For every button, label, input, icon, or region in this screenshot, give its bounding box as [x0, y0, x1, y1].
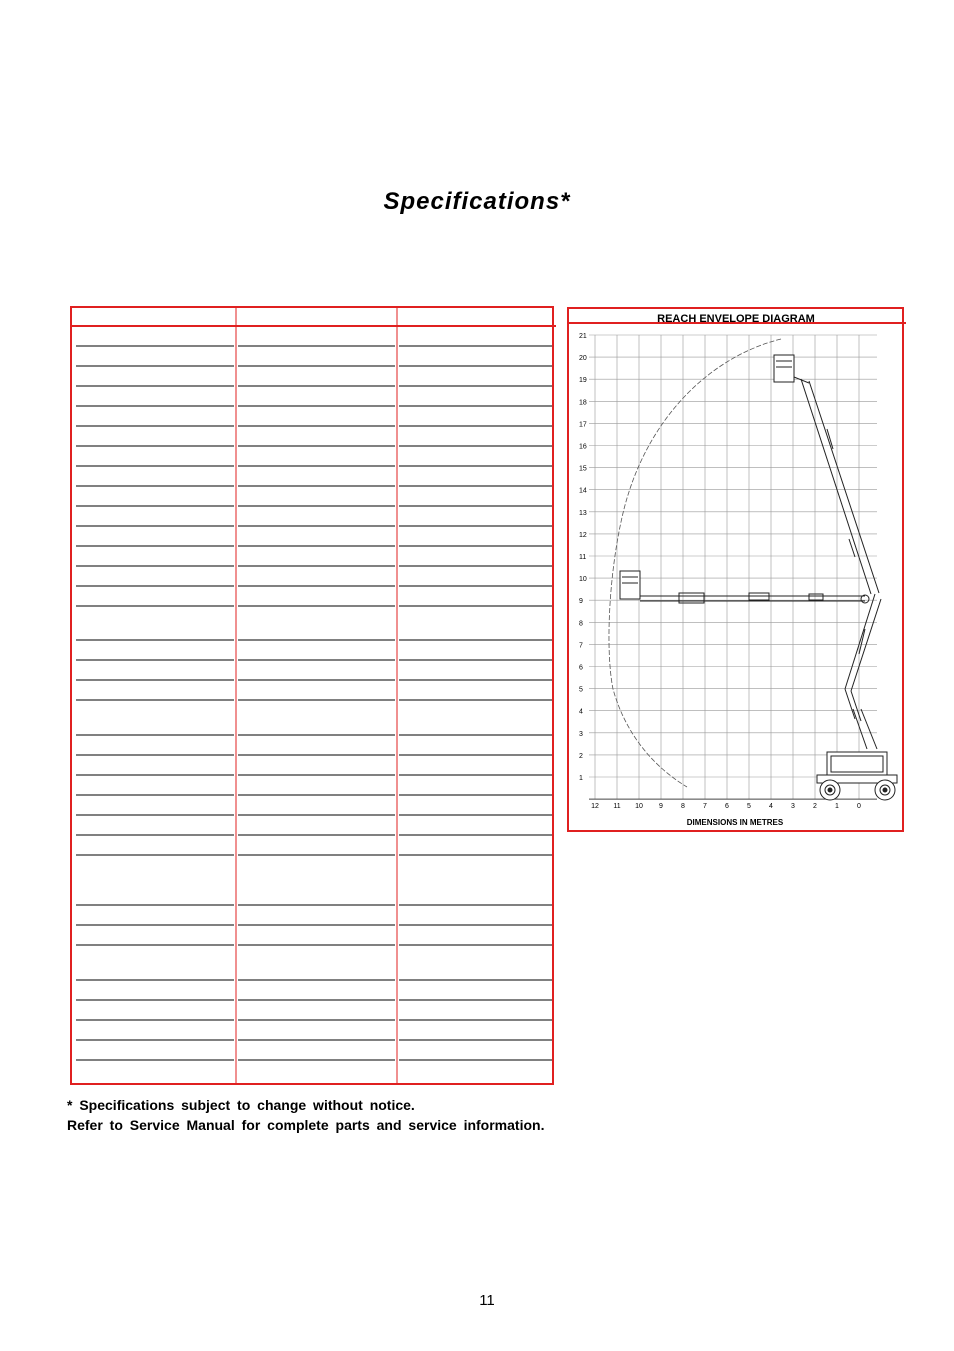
x-axis-label: 11: [613, 803, 621, 811]
x-axis-label: 10: [635, 803, 643, 811]
x-axis-label: 0: [857, 803, 861, 811]
y-axis-label: 3: [579, 730, 583, 738]
machine-chassis: [817, 752, 897, 800]
y-axis-label: 6: [579, 664, 583, 672]
y-axis-label: 5: [579, 686, 583, 694]
footnote-service-manual: Refer to Service Manual for complete parts and service information.: [67, 1117, 545, 1133]
diagram-title: REACH ENVELOPE DIAGRAM: [657, 313, 815, 325]
y-axis-label: 4: [579, 708, 583, 716]
diagram-units: DIMENSIONS IN METRES: [686, 818, 784, 827]
reach-envelope-diagram: [567, 307, 904, 832]
page-title: Specifications*: [383, 188, 571, 215]
y-axis-label: 20: [579, 355, 587, 363]
y-axis-label: 11: [579, 554, 587, 561]
x-axis-label: 6: [725, 803, 729, 811]
elevated-boom: [774, 355, 881, 749]
y-axis-label: 1: [579, 775, 583, 782]
x-axis-label: 3: [791, 803, 795, 811]
y-axis-label: 21: [579, 333, 587, 340]
reach-envelope-drawing: [569, 309, 906, 834]
y-axis-label: 7: [579, 642, 583, 650]
y-axis-label: 14: [579, 487, 587, 495]
y-axis-label: 10: [579, 576, 587, 584]
y-axis-label: 8: [579, 620, 583, 628]
specifications-table-grid: [72, 308, 556, 1087]
footnote-change-notice: * Specifications subject to change without notice.: [67, 1097, 415, 1113]
x-axis-label: 2: [813, 803, 817, 811]
x-axis-label: 8: [681, 803, 685, 811]
horizontal-boom: [620, 571, 869, 603]
diagram-y-labels: [579, 333, 587, 782]
y-axis-label: 15: [579, 465, 587, 473]
diagram-x-labels: [591, 803, 861, 810]
x-axis-label: 1: [835, 803, 839, 811]
y-axis-label: 2: [579, 752, 583, 760]
y-axis-label: 9: [579, 598, 583, 606]
x-axis-label: 4: [769, 803, 773, 811]
page-number: 11: [479, 1292, 495, 1309]
footnote: [67, 1095, 544, 1135]
y-axis-label: 16: [579, 443, 587, 451]
x-axis-label: 12: [591, 803, 599, 811]
diagram-grid: [589, 335, 877, 799]
reach-envelope-curve: [609, 339, 781, 787]
y-axis-label: 19: [579, 377, 587, 385]
x-axis-label: 9: [659, 803, 663, 811]
y-axis-label: 13: [579, 509, 587, 517]
y-axis-label: 18: [579, 399, 587, 407]
specifications-table: [70, 306, 554, 1085]
y-axis-label: 17: [579, 421, 587, 429]
x-axis-label: 5: [747, 803, 751, 811]
y-axis-label: 12: [579, 531, 587, 539]
x-axis-label: 7: [703, 803, 707, 811]
